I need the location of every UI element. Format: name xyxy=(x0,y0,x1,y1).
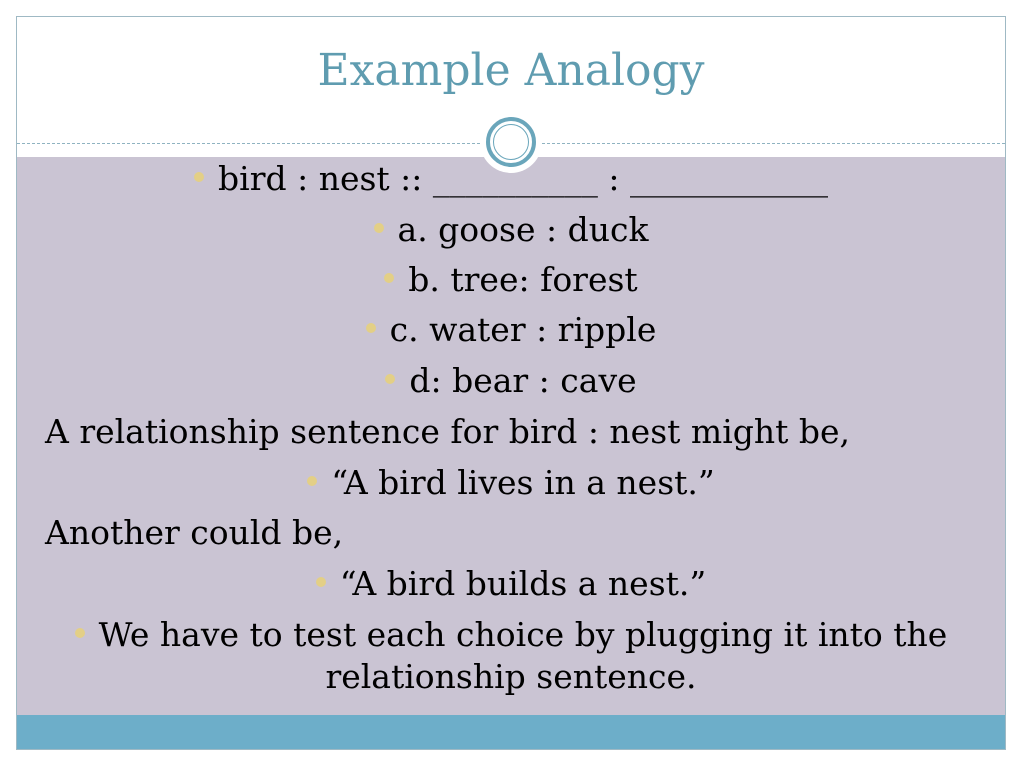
relationship-example-1 xyxy=(17,463,1005,503)
analogy-question-text: bird : nest :: __________ : ____________ xyxy=(218,159,828,198)
bullet-dot-icon xyxy=(385,374,395,384)
bullet-dot-icon xyxy=(316,577,326,587)
footer-bar xyxy=(17,715,1005,749)
relationship-intro: A relationship sentence for bird : nest might be, xyxy=(45,412,851,451)
choice-c xyxy=(17,310,1005,350)
bullet-dot-icon xyxy=(366,323,376,333)
choice-a-text: a. goose : duck xyxy=(397,210,649,249)
relationship-example-2-text: “A bird builds a nest.” xyxy=(339,564,707,603)
another-intro: Another could be, xyxy=(45,513,344,552)
choice-c-text: c. water : ripple xyxy=(389,310,657,349)
bullet-dot-icon xyxy=(374,223,384,233)
analogy-question xyxy=(17,159,1005,199)
choice-b-text: b. tree: forest xyxy=(408,260,638,299)
choice-b xyxy=(17,260,1005,300)
bullet-dot-icon xyxy=(75,628,85,638)
choice-d xyxy=(17,361,1005,401)
slide xyxy=(16,16,1006,750)
bullet-dot-icon xyxy=(194,172,204,182)
relationship-example-2 xyxy=(17,564,1005,604)
test-instruction xyxy=(17,614,1005,698)
bullet-dot-icon xyxy=(307,476,317,486)
circle-ornament-inner xyxy=(493,124,529,160)
choice-d-text: d: bear : cave xyxy=(409,361,637,400)
slide-title: Example Analogy xyxy=(317,45,705,96)
test-instruction-text: We have to test each choice by plugging it into the relationship sentence. xyxy=(98,615,948,696)
choice-a xyxy=(17,210,1005,250)
bullet-dot-icon xyxy=(384,273,394,283)
relationship-example-1-text: “A bird lives in a nest.” xyxy=(331,463,715,502)
